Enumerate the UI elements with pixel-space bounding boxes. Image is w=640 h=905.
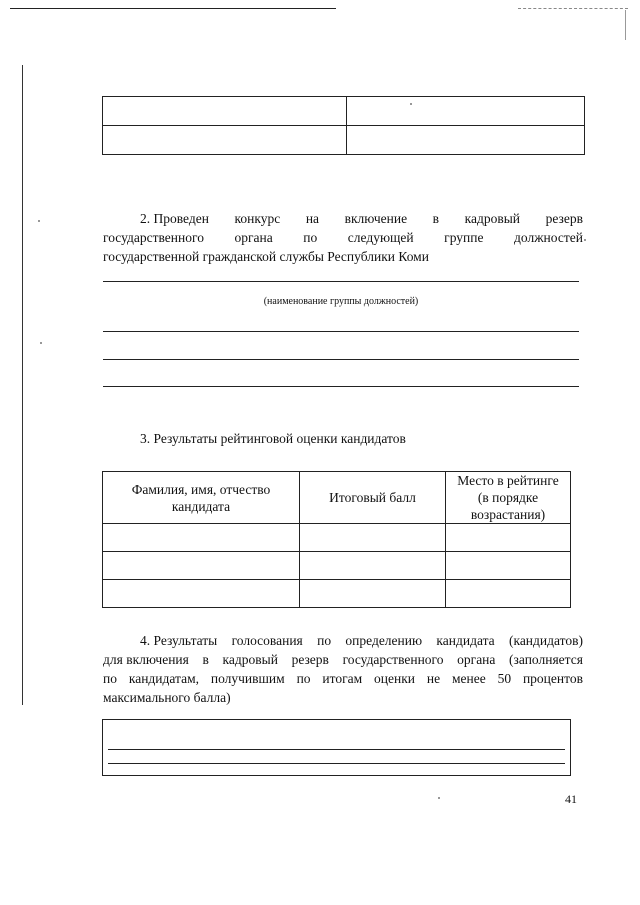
word: по [296, 671, 311, 686]
word: по [103, 671, 117, 686]
table-row [103, 524, 571, 552]
word: органа [457, 652, 496, 667]
scan-speck [40, 342, 42, 344]
word: органа [234, 230, 273, 245]
word: кадровый [222, 652, 278, 667]
word: должностей [514, 230, 583, 245]
table-row [103, 126, 585, 155]
fill-line [103, 359, 579, 360]
scan-speck [584, 239, 586, 241]
word: (заполняется [509, 652, 583, 667]
word: конкурс [234, 211, 281, 226]
scan-speck [438, 797, 440, 799]
word: 4. Результаты [140, 633, 218, 648]
table-cell [103, 552, 300, 580]
section-4-line-4: максимального балла) [103, 690, 231, 705]
word: в [202, 652, 209, 667]
table-cell [446, 552, 571, 580]
word: (кандидатов) [508, 633, 583, 648]
section-2-line-1 [103, 209, 583, 228]
section-2-paragraph [103, 209, 583, 266]
section-4-line-1 [103, 631, 583, 650]
section-2-line-3: государственной гражданской службы Республики Коми [103, 249, 429, 264]
column-header-name: Фамилия, имя, отчество кандидата [103, 472, 300, 524]
fill-line [108, 763, 565, 764]
section-4-line-2 [103, 650, 583, 669]
fill-line [108, 749, 565, 750]
table-cell [347, 97, 585, 126]
word: на [305, 211, 320, 226]
word: для включения [103, 652, 189, 667]
scan-edge-top-right [518, 8, 628, 9]
table-cell [103, 524, 300, 552]
word: 50 [497, 671, 512, 686]
table-header-row [103, 472, 571, 524]
scan-edge-left [22, 65, 23, 705]
scan-speck [38, 220, 40, 222]
fill-line [103, 386, 579, 387]
table-row [103, 580, 571, 608]
word: резерв [545, 211, 583, 226]
word: кадровый [464, 211, 521, 226]
table-cell [446, 580, 571, 608]
scan-edge-top [10, 8, 336, 9]
word: 2. Проведен [140, 211, 209, 226]
word: оценки [374, 671, 416, 686]
word: следующей [347, 230, 414, 245]
group-name-caption: (наименование группы должностей) [263, 296, 419, 307]
word: по [317, 633, 332, 648]
voting-results-box [102, 719, 571, 776]
word: государственного [103, 230, 204, 245]
word: группе [444, 230, 484, 245]
table-cell [103, 580, 300, 608]
word: голосования [231, 633, 303, 648]
column-header-rank: Место в рейтинге (в порядке возрастания) [446, 472, 571, 524]
table-cell [347, 126, 585, 155]
section-2-line-2 [103, 228, 583, 247]
page-number: 41 [565, 792, 577, 806]
word: итогам [322, 671, 363, 686]
fill-line [103, 331, 579, 332]
column-header-score: Итоговый балл [300, 472, 446, 524]
table-cell [446, 524, 571, 552]
table-cell [103, 97, 347, 126]
word: не [426, 671, 441, 686]
word: менее [451, 671, 486, 686]
word: включение [344, 211, 408, 226]
word: кандидата [436, 633, 495, 648]
word: получившим [210, 671, 285, 686]
section-4-paragraph [103, 631, 583, 707]
table-cell [300, 580, 446, 608]
word: резерв [291, 652, 329, 667]
word: по [303, 230, 318, 245]
fill-line [103, 281, 579, 282]
word: в [432, 211, 440, 226]
table-row [103, 97, 585, 126]
table-cell [300, 552, 446, 580]
table-row [103, 552, 571, 580]
rating-table [102, 471, 571, 608]
word: кандидатам, [128, 671, 199, 686]
word: определению [345, 633, 423, 648]
table-cell [103, 126, 347, 155]
scan-edge-right [625, 10, 626, 40]
table-cell [300, 524, 446, 552]
word: государственного [342, 652, 444, 667]
section-4-line-3 [103, 669, 583, 688]
section-3-heading: 3. Результаты рейтинговой оценки кандидатов [140, 431, 406, 446]
word: процентов [522, 671, 583, 686]
continued-table [102, 96, 585, 155]
